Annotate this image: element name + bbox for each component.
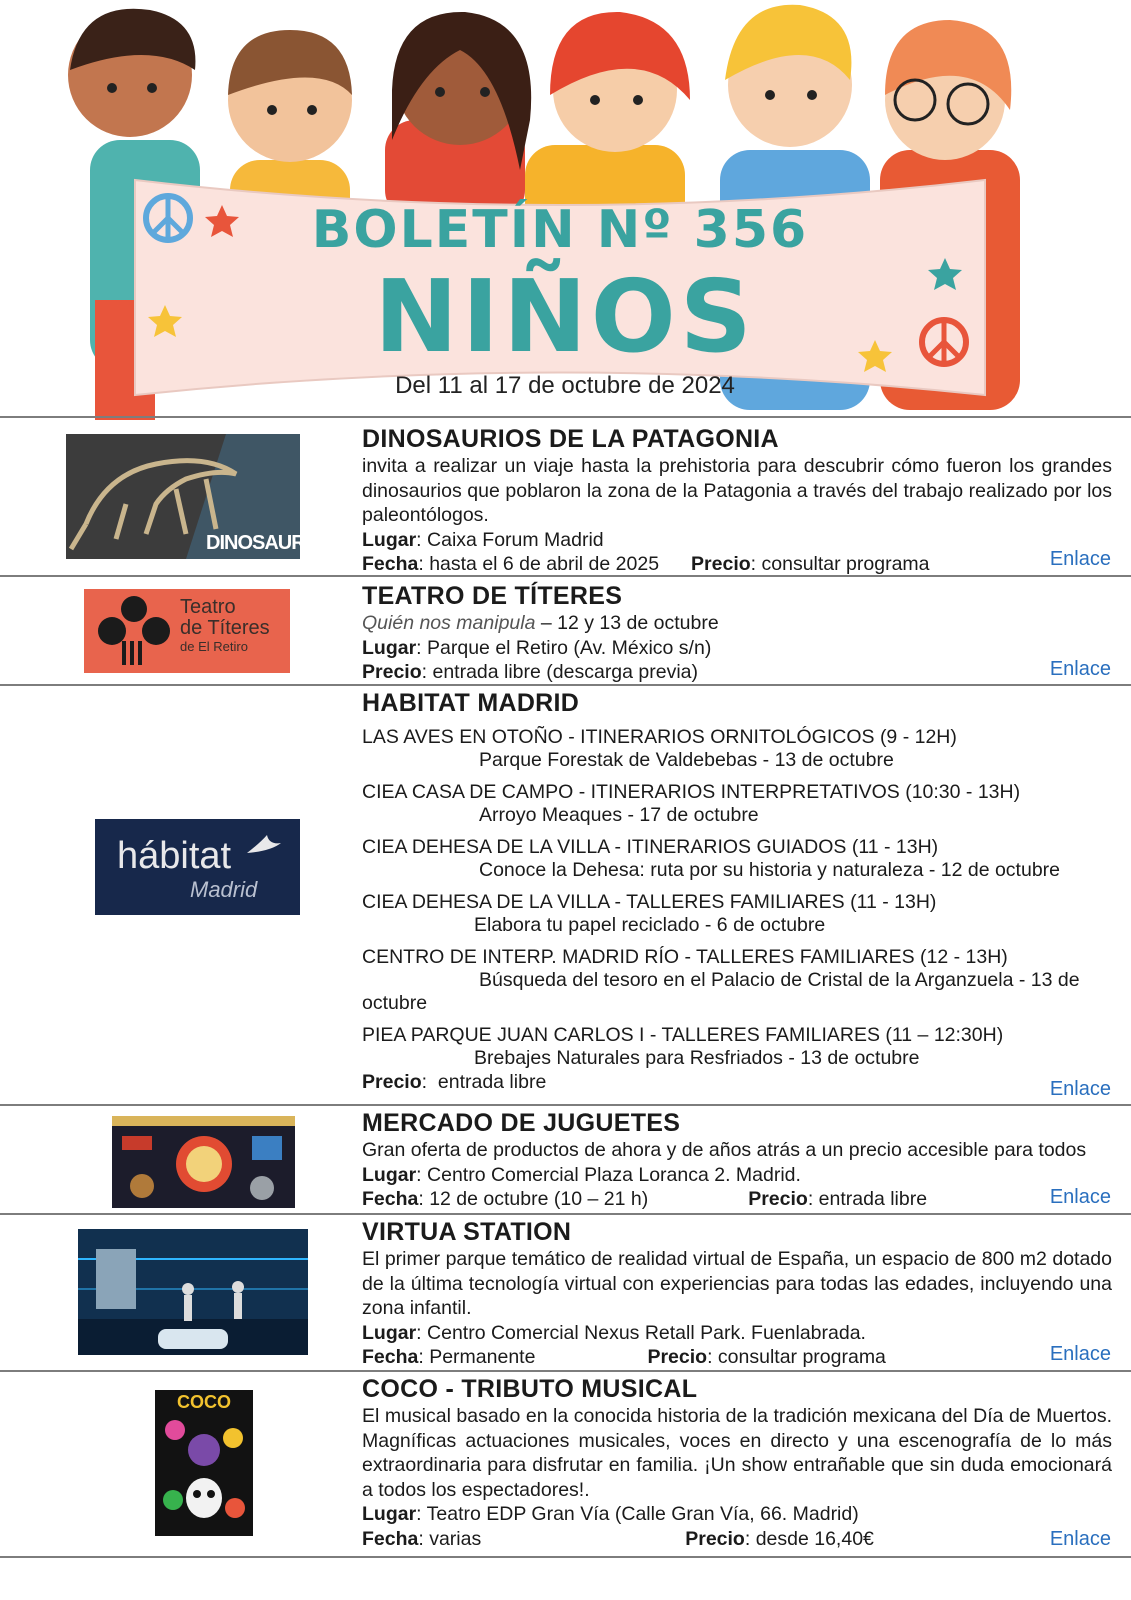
bird-icon	[245, 831, 285, 861]
event-link[interactable]: Enlace	[1049, 1343, 1111, 1365]
event-content	[362, 1108, 1112, 1212]
event-mercado-juguetes	[0, 1106, 1131, 1213]
event-title: MERCADO DE JUGUETES	[362, 1109, 681, 1137]
thumbnail-caption: COCO	[177, 1392, 231, 1412]
activity-heading: CIEA DEHESA DE LA VILLA - ITINERARIOS GUIADOS (11 - 13H)	[362, 836, 939, 858]
event-content	[362, 1217, 1112, 1370]
thumbnail-caption: DINOSAURIO	[206, 532, 324, 554]
event-virtua-station	[0, 1215, 1131, 1370]
event-habitat-madrid	[0, 686, 1131, 1104]
habitat-logo-text: hábitat	[117, 835, 232, 877]
event-date-price: Fecha: Permanente Precio: consultar programa	[362, 1346, 886, 1368]
event-title: VIRTUA STATION	[362, 1218, 572, 1246]
event-date-price: Fecha: hasta el 6 de abril de 2025 Precio: consultar programa	[362, 553, 930, 575]
activity-detail: Elabora tu papel reciclado - 6 de octubre	[474, 914, 826, 936]
event-link[interactable]: Enlace	[1049, 1528, 1111, 1550]
event-subtitle: Quién nos manipula – 12 y 13 de octubre	[362, 612, 719, 634]
event-thumbnail	[78, 1229, 308, 1355]
event-location: Lugar: Teatro EDP Gran Vía (Calle Gran Vía, 66. Madrid)	[362, 1503, 859, 1525]
event-link[interactable]: Enlace	[1049, 548, 1111, 570]
event-link[interactable]: Enlace	[1049, 1186, 1111, 1208]
event-thumbnail	[84, 589, 290, 673]
newsletter-header	[0, 0, 1131, 420]
event-thumbnail	[95, 819, 300, 915]
event-title: TEATRO DE TÍTERES	[362, 582, 623, 610]
toy-market-poster-icon	[112, 1116, 295, 1208]
event-location: Lugar: Centro Comercial Plaza Loranca 2. Madrid.	[362, 1163, 801, 1186]
activity-detail: Búsqueda del tesoro en el Palacio de Cristal de la Arganzuela - 13 de octubre	[362, 969, 1080, 1014]
event-title: COCO - TRIBUTO MUSICAL	[362, 1375, 698, 1403]
activity-detail: Conoce la Dehesa: ruta por su historia y naturaleza - 12 de octubre	[479, 859, 1061, 881]
activity-heading: PIEA PARQUE JUAN CARLOS I - TALLERES FAMILIARES (11 – 12:30H)	[362, 1024, 1004, 1046]
event-thumbnail	[66, 434, 324, 559]
event-description: invita a realizar un viaje hasta la prehistoria para descubrir cómo fueron los grandes dinosaurios que poblaron la zona de la Patagonia a través del trabajo realizado por los paleontólogos.	[362, 455, 1112, 526]
event-description: Gran oferta de productos de ahora y de años atrás a un precio accesible para todos	[362, 1139, 1087, 1161]
event-content	[362, 581, 1112, 685]
event-content	[362, 1374, 1112, 1551]
event-price: Precio: entrada libre (descarga previa)	[362, 661, 699, 683]
event-date-price: Fecha: varias Precio: desde 16,40€	[362, 1527, 874, 1550]
event-title: DINOSAURIOS DE LA PATAGONIA	[362, 425, 779, 453]
event-description: El musical basado en la conocida historia de la tradición mexicana del Día de Muertos. Magníficas actuaciones musicales, voces en directo y una escenografía de lo más extraordinaria para disfrutar en familia. ¡Un show entrañable que sin duda emocionará a todos los espectadores!.	[362, 1405, 1112, 1501]
vr-arena-icon	[78, 1229, 308, 1355]
event-location: Lugar: Centro Comercial Nexus Retall Park. Fuenlabrada.	[362, 1321, 866, 1344]
event-dinosaurios	[0, 418, 1131, 575]
event-thumbnail	[155, 1390, 253, 1536]
event-coco-tributo	[0, 1372, 1131, 1562]
event-content	[362, 688, 1112, 1095]
activity-heading: CENTRO DE INTERP. MADRID RÍO - TALLERES FAMILIARES (12 - 13H)	[362, 946, 1008, 968]
event-date-price: Fecha: 12 de octubre (10 – 21 h) Precio: entrada libre	[362, 1188, 928, 1210]
activity-detail: Brebajes Naturales para Resfriados - 13 de octubre	[474, 1047, 920, 1069]
thumbnail-caption: Teatro de Títeres de El Retiro	[180, 596, 270, 654]
event-teatro-titeres	[0, 577, 1131, 684]
activity-heading: LAS AVES EN OTOÑO - ITINERARIOS ORNITOLÓGICOS (9 - 12H)	[362, 726, 957, 748]
divider	[0, 1556, 1131, 1558]
event-location: Lugar: Parque el Retiro (Av. México s/n)	[362, 636, 712, 659]
event-link[interactable]: Enlace	[1049, 1078, 1111, 1100]
bulletin-category: NIÑOS	[374, 258, 756, 375]
event-description: El primer parque temático de realidad virtual de España, un espacio de 800 m2 dotado de la última tecnología virtual con experiencias para todas las edades, incluyendo una zona infantil.	[362, 1248, 1112, 1319]
event-price: Precio: entrada libre	[362, 1071, 547, 1093]
activity-detail: Parque Forestak de Valdebebas - 13 de octubre	[479, 749, 894, 771]
activity-heading: CIEA CASA DE CAMPO - ITINERARIOS INTERPRETATIVOS (10:30 - 13H)	[362, 781, 1021, 803]
event-location: Lugar: Caixa Forum Madrid	[362, 528, 604, 551]
activity-heading: CIEA DEHESA DE LA VILLA - TALLERES FAMILIARES (11 - 13H)	[362, 891, 937, 913]
event-content	[362, 424, 1112, 577]
event-link[interactable]: Enlace	[1049, 658, 1111, 680]
bulletin-number: BOLETÍN Nº 356	[311, 200, 809, 260]
event-title: HABITAT MADRID	[362, 689, 580, 717]
event-thumbnail	[112, 1116, 295, 1208]
habitat-logo-subtext: Madrid	[190, 877, 258, 902]
bulletin-dates: Del 11 al 17 de octubre de 2024	[395, 372, 735, 399]
activity-detail: Arroyo Meaques - 17 de octubre	[479, 804, 759, 826]
